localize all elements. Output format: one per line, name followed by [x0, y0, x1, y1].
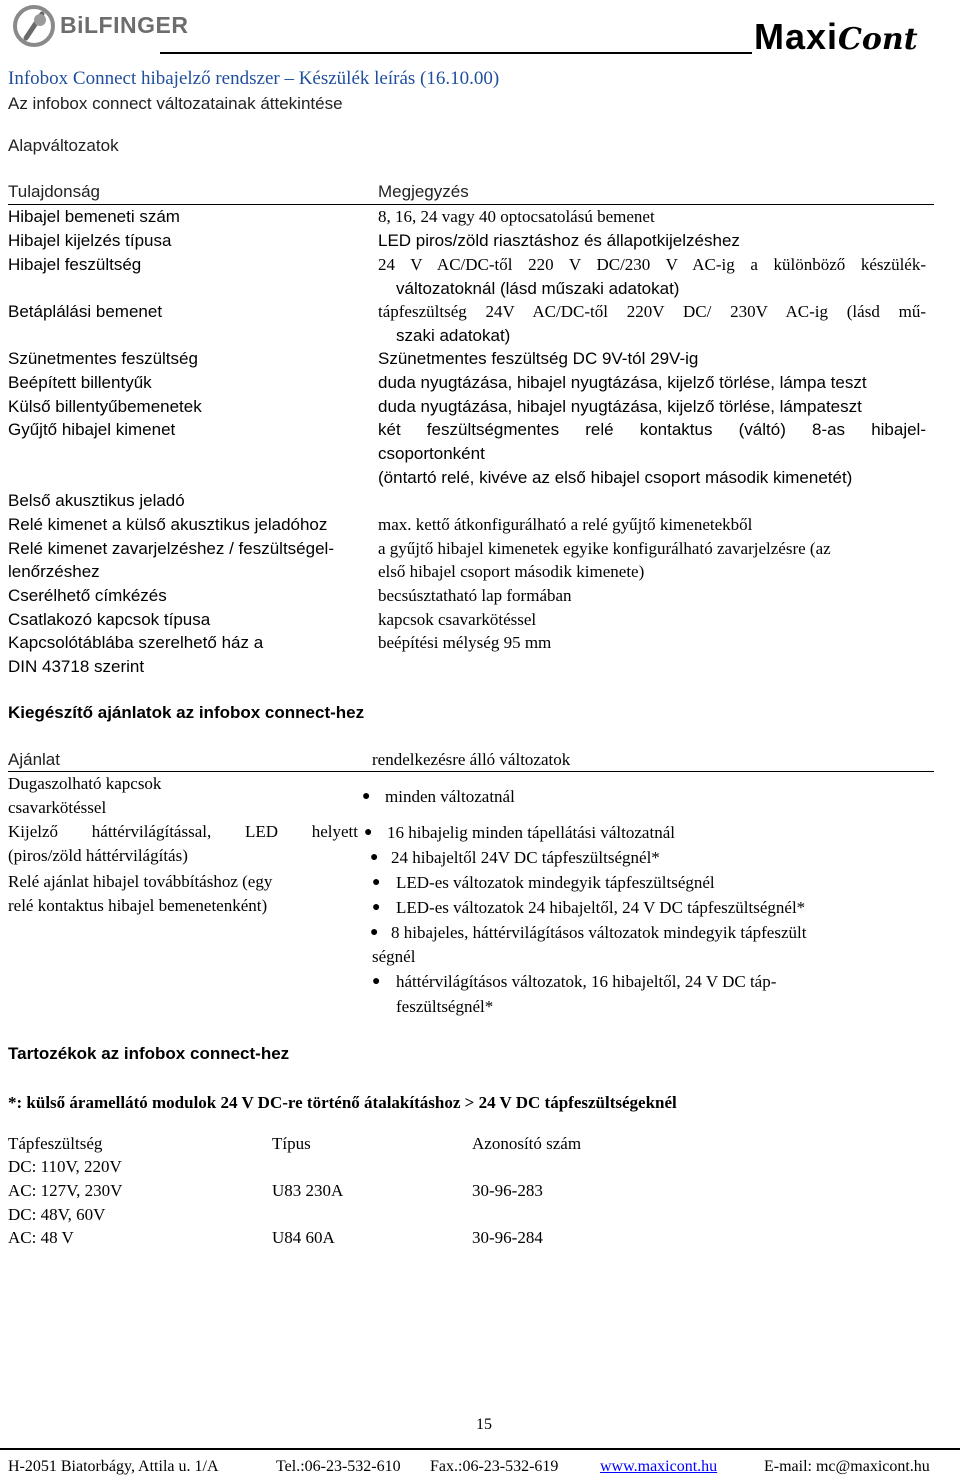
type-cell: U83 230A	[272, 1181, 344, 1200]
accessory-row	[0, 1155, 960, 1179]
table-row	[0, 253, 960, 277]
property-cell: Külső billentyűbemenetek	[8, 397, 202, 416]
bullet-icon: ●	[362, 789, 371, 804]
accessory-row	[0, 1226, 960, 1250]
bullet-icon: ●	[370, 925, 379, 940]
column-header-offer: Ajánlat	[8, 750, 60, 769]
page-number: 15	[476, 1416, 492, 1433]
footer-fax: Fax.:06-23-532-619	[430, 1458, 559, 1475]
page-subtitle: Az infobox connect változatainak áttekintése	[8, 94, 343, 113]
column-header-variants: rendelkezésre álló változatok	[372, 750, 571, 769]
offer-label-cont: relé kontaktus hibajel bemenetenként)	[8, 896, 268, 915]
property-cell: Beépített billentyűk	[8, 373, 152, 392]
note-cell: becsúsztatható lap formában	[378, 586, 572, 605]
property-cell: Szünetmentes feszültség	[8, 349, 198, 368]
bilfinger-logo	[12, 4, 189, 50]
column-header-type: Típus	[272, 1134, 311, 1153]
note-cell: a gyűjtő hibajel kimenetek egyike konfigurálható zavarjelzésre (az	[378, 539, 831, 558]
voltage-cell: AC: 48 V	[8, 1228, 74, 1247]
footer-tel: Tel.:06-23-532-610	[276, 1458, 401, 1475]
section-heading-alap: Alapváltozatok	[8, 136, 119, 155]
variant-item	[0, 896, 960, 920]
table-row	[0, 608, 960, 632]
bullet-icon: ●	[364, 825, 373, 840]
note-cell: 8, 16, 24 vagy 40 optocsatolású bemenet	[378, 207, 655, 226]
bullet-icon: ●	[372, 875, 381, 890]
property-cell: Gyűjtő hibajel kimenet	[8, 420, 176, 439]
table-row	[0, 300, 960, 324]
property-cell-cont: lenőrzéshez	[8, 562, 100, 581]
property-cell: Csatlakozó kapcsok típusa	[8, 610, 211, 629]
bilfinger-logo-text: BiLFINGER	[60, 12, 189, 38]
property-cell: Hibajel feszültség	[8, 255, 142, 274]
voltage-cell: AC: 127V, 230V	[8, 1181, 123, 1200]
doc-title: Infobox Connect hibajelző rendszer – Készülék leírás (16.10.00)	[8, 68, 500, 89]
note-cell: tápfeszültség 24V AC/DC-től 220V DC/ 230V AC-ig (lásd mű-	[378, 302, 926, 321]
table-row-cont	[0, 466, 960, 490]
footer-address: H-2051 Biatorbágy, Attila u. 1/A	[8, 1458, 219, 1475]
bilfinger-logo-icon	[12, 4, 56, 48]
table-row	[0, 395, 960, 419]
footnote: *: külső áramellátó modulok 24 V DC-re történő átalakításhoz > 24 V DC tápfeszültségeknél	[8, 1093, 677, 1112]
note-cell: beépítési mélység 95 mm	[378, 633, 552, 652]
bullet-icon: ●	[372, 974, 381, 989]
variant-item-cont	[0, 945, 960, 969]
id-cell: 30-96-284	[472, 1228, 543, 1247]
note-cell: max. kettő átkonfigurálható a relé gyűjtő kimenetekből	[378, 515, 753, 534]
note-cell-cont: (öntartó relé, kivéve az első hibajel csoport második kimenetét)	[378, 468, 853, 487]
offer-label: Kijelző háttérvilágítással, LED helyett	[8, 822, 358, 841]
property-cell: Betáplálási bemenet	[8, 302, 163, 321]
table-row	[0, 537, 960, 561]
note-cell: 24 V AC/DC-től 220 V DC/230 V AC-ig a különböző készülék-	[378, 255, 926, 274]
table-row	[0, 489, 960, 513]
note-cell-cont: első hibajel csoport második kimenete)	[378, 562, 645, 581]
property-cell: Hibajel bemeneti szám	[8, 207, 180, 226]
column-header-id: Azonosító szám	[472, 1134, 582, 1153]
table-header	[0, 180, 960, 204]
variant-text: 8 hibajeles, háttérvilágításos változatok mindegyik tápfeszült	[391, 923, 807, 942]
section-heading-kieg: Kiegészítő ajánlatok az infobox connect-hez	[8, 703, 365, 722]
accessory-row	[0, 1203, 960, 1227]
property-cell: Belső akusztikus jeladó	[8, 491, 185, 510]
variant-text: LED-es változatok mindegyik tápfeszültségnél	[396, 873, 715, 892]
offer-table-header	[0, 748, 960, 772]
variant-text: LED-es változatok 24 hibajeltől, 24 V DC tápfeszültségnél*	[396, 898, 806, 917]
property-cell-cont: DIN 43718 szerint	[8, 657, 145, 676]
footer-line	[8, 1458, 958, 1480]
property-cell: Relé kimenet a külső akusztikus jeladóhoz	[8, 515, 328, 534]
accessory-row	[0, 1179, 960, 1203]
type-cell: U84 60A	[272, 1228, 335, 1247]
variant-item-cont	[0, 995, 960, 1019]
column-header-note: Megjegyzés	[378, 182, 469, 201]
property-cell: Hibajel kijelzés típusa	[8, 231, 172, 250]
id-cell: 30-96-283	[472, 1181, 543, 1200]
variant-text: minden változatnál	[385, 787, 515, 806]
variant-item	[0, 821, 960, 845]
footer-rule	[0, 1448, 960, 1450]
footer-email[interactable]: E-mail: mc@maxicont.hu	[764, 1458, 930, 1475]
variant-text: 16 hibajelig minden tápellátási változatnál	[387, 823, 675, 842]
table-row	[0, 418, 960, 442]
bullet-icon: ●	[372, 900, 381, 915]
column-header-property: Tulajdonság	[8, 182, 100, 201]
offer-label: Dugaszolható kapcsok	[8, 774, 162, 793]
note-cell: LED piros/zöld riasztáshoz és állapotkijelzéshez	[378, 231, 740, 250]
note-cell: Szünetmentes feszültség DC 9V-tól 29V-ig	[378, 349, 699, 368]
table-row-cont	[0, 655, 960, 679]
variant-item	[0, 846, 960, 870]
variant-item	[0, 970, 960, 994]
voltage-cell: DC: 110V, 220V	[8, 1157, 122, 1176]
table-row	[0, 631, 960, 655]
table-row-cont	[0, 324, 960, 348]
property-cell: Kapcsolótáblába szerelhető ház a	[8, 633, 264, 652]
property-cell: Relé kimenet zavarjelzéshez / feszültségel-	[8, 539, 334, 558]
table-row-cont	[0, 442, 960, 466]
offer-label-cont: csavarkötéssel	[8, 798, 107, 817]
variant-text: háttérvilágításos változatok, 16 hibajeltől, 24 V DC táp-	[396, 972, 777, 991]
note-cell: duda nyugtázása, hibajel nyugtázása, kijelző törlése, lámpateszt	[378, 397, 862, 416]
table-row-cont	[0, 560, 960, 584]
voltage-cell: DC: 48V, 60V	[8, 1205, 106, 1224]
variant-text-cont: ségnél	[372, 947, 416, 966]
footer-web-link[interactable]: www.maxicont.hu	[600, 1458, 718, 1475]
section-heading-tartozek: Tartozékok az infobox connect-hez	[8, 1044, 290, 1063]
offer-label-cont: (piros/zöld háttérvilágítás)	[8, 846, 188, 865]
bullet-icon: ●	[370, 850, 379, 865]
table-row	[0, 371, 960, 395]
property-cell: Cserélhető címkézés	[8, 586, 167, 605]
note-cell-cont: változatoknál (lásd műszaki adatokat)	[396, 279, 680, 298]
variant-text: 24 hibajeltől 24V DC tápfeszültségnél*	[391, 848, 660, 867]
table-row	[0, 584, 960, 608]
variant-item	[0, 785, 960, 809]
variant-text-cont: feszültségnél*	[396, 997, 494, 1016]
note-cell: kapcsok csavarkötéssel	[378, 610, 537, 629]
table-row-cont	[0, 277, 960, 301]
offer-label: Relé ajánlat hibajel továbbításhoz (egy	[8, 872, 273, 891]
variant-item	[0, 921, 960, 945]
table-row	[0, 513, 960, 537]
table-row	[0, 205, 960, 229]
note-cell-cont: szaki adatokat)	[396, 326, 511, 345]
variant-item	[0, 871, 960, 895]
maxicont-logo	[754, 16, 918, 60]
table-row	[0, 347, 960, 371]
maxicont-logo-maxi: Maxi	[754, 16, 839, 57]
header-rule	[160, 52, 752, 54]
note-cell: két feszültségmentes relé kontaktus (váltó) 8-as hibajel-	[378, 420, 926, 439]
note-cell-cont: csoportonként	[378, 444, 485, 463]
maxicont-logo-cont: Cont	[838, 22, 918, 57]
column-header-voltage: Tápfeszültség	[8, 1134, 103, 1153]
table-row	[0, 229, 960, 253]
note-cell: duda nyugtázása, hibajel nyugtázása, kijelző törlése, lámpa teszt	[378, 373, 867, 392]
accessory-table-header	[0, 1132, 960, 1156]
